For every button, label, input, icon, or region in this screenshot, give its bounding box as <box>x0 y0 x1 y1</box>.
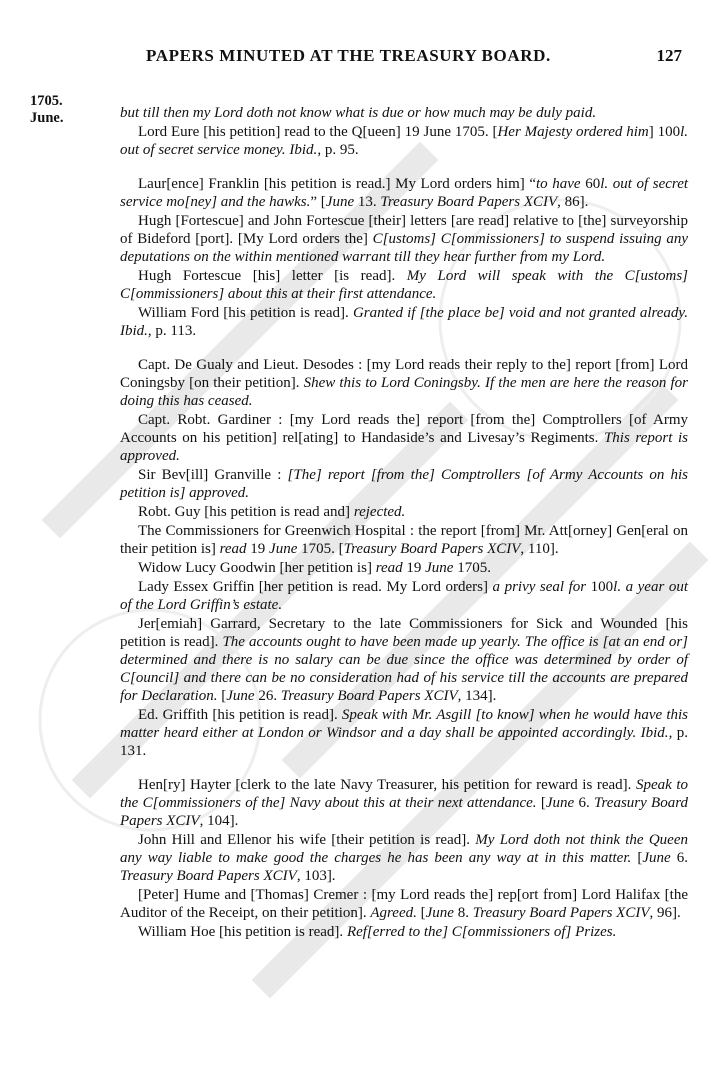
minute-text-italic: [The] report [from the] Comptrollers [of Army Accounts on his petition is] approved. <box>120 467 688 501</box>
minute-text: ] 100 <box>648 124 681 140</box>
minute-text: Jer[emiah] Garrard, Secretary to the late Commissioners for Sick and Wounded [his petition is read]. <box>120 616 688 650</box>
minute-text-italic: Treasury Board Papers XCIV <box>120 868 297 884</box>
minute-text: William Hoe [his petition is read]. <box>138 924 347 940</box>
minute-entry-garrard <box>120 615 688 705</box>
minute-text-italic: Treasury Board Papers XCIV <box>343 541 521 557</box>
minute-text-italic: Her Majesty ordered him <box>497 124 649 140</box>
minute-text: 6. <box>574 795 594 811</box>
page-number: 127 <box>656 46 682 65</box>
minute-text-italic: June <box>545 795 575 811</box>
minute-text: William Ford [his petition is read]. <box>138 305 353 321</box>
minute-entry-gardiner <box>120 411 688 465</box>
minute-text: 60 <box>580 176 601 192</box>
minute-text: John Hill and Ellenor his wife [their petition is read]. <box>138 832 476 848</box>
minute-text: 26. <box>254 688 281 704</box>
minute-text: The Commissioners for Greenwich Hospital : the report [from] Mr. Att[orney] Gen[eral on their petition is] <box>120 523 688 557</box>
minute-entry-granville <box>120 466 688 502</box>
minute-text: , 103]. <box>296 868 336 884</box>
minute-text-italic: Ref[erred to the] C[ommissioners of] Prizes. <box>346 924 617 940</box>
minute-text-italic: to have <box>536 176 581 192</box>
running-title: PAPERS MINUTED AT THE TREASURY BOARD. <box>146 46 551 65</box>
minute-text-italic: l. out of secret service mo[ney] and the hawks. <box>120 176 689 210</box>
minute-text-italic: June <box>226 688 255 704</box>
minute-text: 13. <box>354 194 381 210</box>
minute-text-italic: June <box>269 541 298 557</box>
margin-year: 1705. <box>30 93 63 109</box>
minute-text-italic: Speak to the C[ommissioners of the] Navy about this at their next attendance. <box>120 777 688 811</box>
minute-entry-eure <box>120 123 688 159</box>
minute-text: 1705. <box>453 560 491 576</box>
minute-text: Laur[ence] Franklin [his petition is read.] My Lord orders him] “ <box>138 176 536 192</box>
minute-entry-franklin <box>120 175 688 211</box>
minute-entry-griffin <box>120 578 688 614</box>
minute-text-italic: This report is approved. <box>120 430 688 464</box>
minute-text-italic: Agreed. <box>370 905 417 921</box>
minute-entry-hill <box>120 831 688 885</box>
minute-text-italic: Treasury Board Papers XCIV <box>380 194 558 210</box>
minute-text-italic: Ibid. <box>120 323 148 339</box>
minute-text: 100 <box>586 579 614 595</box>
minute-text-italic: but till then my Lord doth not know what is due or how much may be duly paid. <box>120 105 597 121</box>
margin-date <box>30 93 63 127</box>
minute-text: , 134]. <box>457 688 497 704</box>
minute-text-italic: Speak with Mr. Asgill [to know] when he would have this matter heard either at London or Windsor and a day shall be appointed accordingly. Ibid. <box>120 707 688 741</box>
minute-text: Hen[ry] Hayter [clerk to the late Navy Treasurer, his petition for reward is read]. <box>138 777 636 793</box>
minute-text: 19 <box>246 541 270 557</box>
minute-entry-hayter <box>120 776 688 830</box>
minute-text: , 104]. <box>199 813 239 829</box>
minute-text: Lady Essex Griffin [her petition is read. My Lord orders] <box>138 579 493 595</box>
minute-text: , p. 95. <box>317 142 359 158</box>
minute-text: [ <box>536 795 546 811</box>
minute-entry-edgriffith <box>120 706 688 760</box>
minute-text: , p. 113. <box>147 323 197 339</box>
minute-text: 8. <box>453 905 473 921</box>
minute-text-italic: Shew this to Lord Coningsby. If the men are here the reason for doing this has ceased. <box>120 375 688 409</box>
minute-text-italic: June <box>325 194 355 210</box>
minute-text-italic: Granted if [the place be] void and not granted already. <box>352 305 689 321</box>
minute-entry-degualy <box>120 356 688 410</box>
minute-text: Hugh [Fortescue] and John Fortescue [their] letters [are read] relative to [the] surveyorship of Bideford [port]. [My Lord orders the] <box>120 213 688 247</box>
minute-text-italic: My Lord doth not think the Queen any way liable to make good the charges he has been any way at in this matter. <box>120 832 688 866</box>
minute-text: Capt. De Gualy and Lieut. Desodes : [my Lord reads their reply to the] report [from] Lord Coningsby [on their petition]. <box>120 357 688 391</box>
minute-text: 1705. [ <box>297 541 344 557</box>
minute-text-italic: Treasury Board Papers XCIV <box>472 905 650 921</box>
minute-text: [ <box>416 905 426 921</box>
minute-text-italic: June <box>642 850 671 866</box>
minute-text: Lord Eure [his petition] read to the Q[ueen] 19 June 1705. [ <box>138 124 498 140</box>
minute-text: [Peter] Hume and [Thomas] Cremer : [my Lord reads the] rep[ort from] Lord Halifax [the Auditor of the Receipt, on their petition]. <box>120 887 688 921</box>
minute-text: , 96]. <box>649 905 681 921</box>
minute-text: , 110]. <box>520 541 559 557</box>
minute-text: Hugh Fortescue [his] letter [is read]. <box>138 268 407 284</box>
minute-text-italic: read <box>219 541 247 557</box>
minute-text-italic: June <box>425 560 454 576</box>
minute-text: [ <box>217 688 227 704</box>
minute-text: Robt. Guy [his petition is read and] <box>138 504 354 520</box>
minute-text-italic: l. <box>680 124 689 140</box>
minute-entry-hume <box>120 886 688 922</box>
minutes-body <box>120 104 688 942</box>
minute-text: Widow Lucy Goodwin [her petition is] <box>138 560 376 576</box>
minute-text: [ <box>631 850 643 866</box>
minute-text: Ed. Griffith [his petition is read]. <box>138 707 342 723</box>
page-header <box>110 46 700 66</box>
minute-text-italic: Treasury Board Papers XCIV <box>280 688 458 704</box>
minute-text-italic: rejected. <box>353 504 406 520</box>
minute-text-italic: My Lord will speak with the C[ustoms] C[ommissioners] about this at their first attendance. <box>120 268 688 302</box>
minute-entry-hoe <box>120 923 688 941</box>
minute-entry-guy <box>120 503 688 521</box>
minute-entry-goodwin <box>120 559 688 577</box>
minute-text-italic: The accounts ought to have been made up yearly. The office is [at an end or] determined and there is no salary can be due since the office was determined by order of C[ouncil] and there can be no consideration had of his service till the accounts are prepared for Declaration. <box>120 634 688 704</box>
minute-text: 6. <box>670 850 688 866</box>
minute-text-italic: a privy seal for <box>492 579 587 595</box>
minute-text-italic: out of secret service money. Ibid. <box>120 142 318 158</box>
minute-text: , p. 131. <box>120 725 689 759</box>
minute-text: 19 <box>402 560 426 576</box>
minute-entry-cont <box>120 104 688 122</box>
minute-text: Sir Bev[ill] Granville : <box>138 467 288 483</box>
minute-text-italic: June <box>425 905 454 921</box>
minute-text-italic: Treasury Board Papers XCIV <box>120 795 688 829</box>
minute-text: Capt. Robt. Gardiner : [my Lord reads the] report [from the] Comptrollers [of Army Accounts on his petition] rel[ating] to Handaside’s and Livesay’s Regiments. <box>120 412 688 446</box>
minute-text-italic: C[ustoms] C[ommissioners] to suspend issuing any deputations on the within mentioned warrant till they hear further from my Lord. <box>120 231 689 265</box>
minute-text: , 86]. <box>557 194 589 210</box>
margin-month: June. <box>30 110 64 126</box>
minute-entry-greenwich <box>120 522 688 558</box>
minute-text-italic: read <box>375 560 403 576</box>
minute-text: ” [ <box>310 194 326 210</box>
minute-text-italic: l. a year out of the Lord Griffin’s estate. <box>120 579 688 613</box>
minute-entry-fortescue2 <box>120 267 688 303</box>
minute-entry-fortescue1 <box>120 212 688 266</box>
minute-entry-ford <box>120 304 688 340</box>
